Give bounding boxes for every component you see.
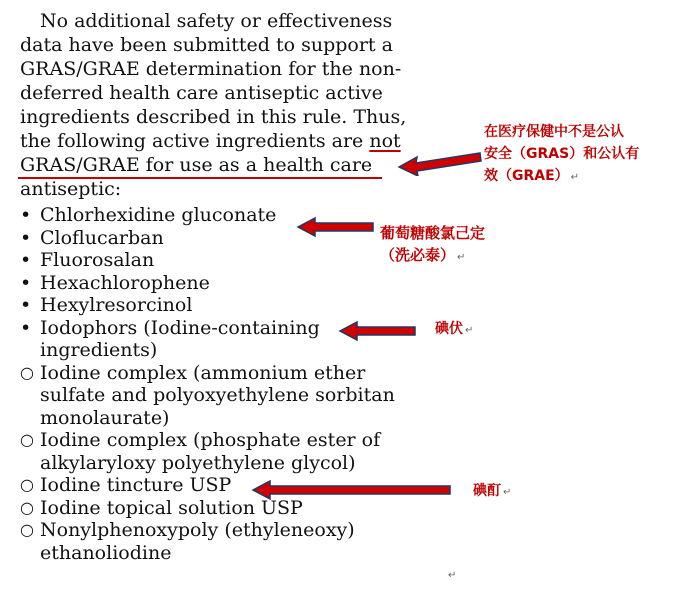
circle-bullet-icon: ○ — [20, 497, 34, 517]
list-item-text: Iodine complex (phosphate ester of — [40, 429, 381, 451]
list-item-text: Cloflucarban — [40, 226, 164, 249]
para-line-8: antiseptic: — [20, 178, 122, 200]
list-item-text: Hexylresorcinol — [40, 294, 193, 316]
bullet-icon: • — [20, 316, 32, 339]
list-item — [20, 294, 440, 317]
annotation-line: 碘伏 — [435, 321, 463, 337]
gras-annotation — [484, 121, 639, 189]
annotation-line: 效（GRAE） — [484, 168, 569, 184]
bullet-icon: • — [20, 271, 32, 294]
return-mark-icon: ↵ — [457, 252, 466, 263]
list-item-text: ingredients) — [40, 339, 158, 361]
list-item — [20, 272, 440, 295]
para-line-5: ingredients described in this rule. Thus, — [20, 106, 407, 128]
circle-bullet-icon: ○ — [20, 362, 34, 382]
list-item-text: Iodine tincture USP — [40, 474, 232, 496]
return-mark-icon: ↵ — [570, 172, 580, 183]
annotation-line: 在医疗保健中不是公认 — [484, 124, 624, 140]
list-item-text: Iodine complex (ammonium ether — [40, 361, 366, 384]
bullet-icon: • — [20, 226, 32, 249]
list-item — [20, 204, 440, 227]
annotation-line: （洗必泰） — [380, 246, 456, 264]
list-item-text: sulfate and polyoxyethylene sorbitan — [40, 384, 395, 406]
arrow-left-icon — [295, 215, 377, 239]
intro-paragraph — [20, 9, 440, 201]
arrow-left-icon — [337, 320, 419, 342]
arrow-left-icon — [395, 146, 485, 176]
not-emphasis: not — [369, 130, 401, 152]
list-item — [20, 362, 440, 430]
annotation-line: 葡萄糖酸氯己定 — [380, 224, 486, 242]
para-line-4: deferred health care antiseptic active — [20, 82, 383, 104]
para-line-2: data have been submitted to support a — [20, 34, 393, 56]
list-item-text: ethanoliodine — [40, 541, 172, 564]
bullet-icon: • — [20, 249, 32, 271]
para-line-6: the following active ingredients are — [20, 130, 370, 152]
return-mark-icon: ↵ — [503, 487, 512, 498]
tincture-annotation — [473, 480, 511, 504]
red-underline — [18, 177, 382, 179]
circle-bullet-icon: ○ — [20, 430, 34, 449]
list-item-text: Nonylphenoxypoly (ethyleneoxy) — [40, 519, 355, 541]
list-item-text: Chlorhexidine gluconate — [40, 204, 277, 226]
list-item-text: alkylaryloxy polyethylene glycol) — [40, 451, 356, 474]
circle-bullet-icon: ○ — [20, 475, 34, 494]
annotation-line: 安全（GRAS）和公认有 — [484, 146, 640, 162]
para-line-3: GRAS/GRAE determination for the non- — [20, 58, 402, 80]
chlorhexidine-annotation — [380, 222, 485, 269]
list-item — [20, 227, 440, 250]
return-mark-icon: ↵ — [465, 325, 474, 336]
return-mark-icon: ↵ — [448, 570, 457, 581]
list-item-text: Iodine topical solution USP — [40, 496, 303, 519]
list-item — [20, 429, 440, 474]
list-item-text: Hexachlorophene — [40, 271, 210, 294]
bullet-icon: • — [20, 294, 32, 316]
list-item-text: monolaurate) — [40, 406, 170, 429]
list-item — [20, 519, 440, 564]
circle-bullet-icon: ○ — [20, 520, 34, 539]
list-item — [20, 249, 440, 272]
list-item-text: Fluorosalan — [40, 249, 155, 271]
arrow-left-icon — [250, 479, 455, 501]
para-line-1: No additional safety or effectiveness — [40, 10, 393, 32]
iodophor-annotation — [435, 318, 473, 342]
bullet-icon: • — [20, 204, 32, 226]
annotation-line: 碘酊 — [473, 483, 501, 499]
ingredient-list — [20, 204, 440, 564]
list-item-text: Iodophors (Iodine-containing — [40, 316, 320, 339]
para-line-7: GRAS/GRAE for use as a health care — [20, 154, 373, 176]
